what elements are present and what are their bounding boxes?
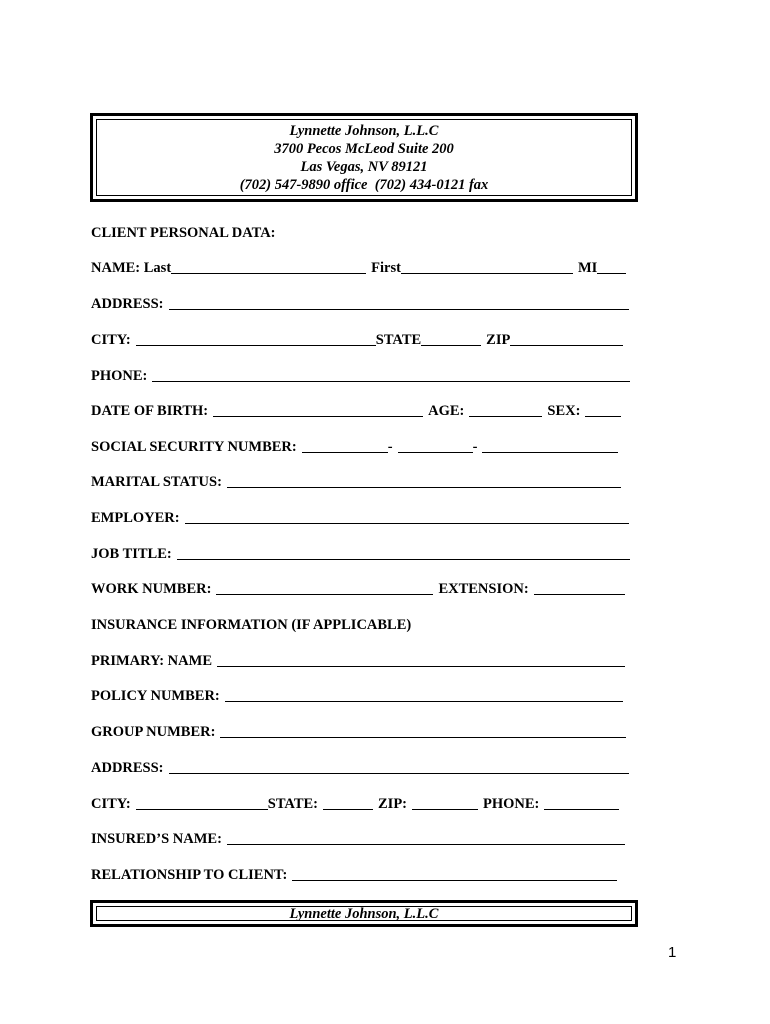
zip-field[interactable] [510, 332, 623, 346]
address-field[interactable] [169, 296, 629, 310]
age-field[interactable] [469, 403, 542, 417]
zip-label: ZIP [486, 332, 511, 348]
insured-name-row [91, 826, 636, 848]
insurance-title: INSURANCE INFORMATION (IF APPLICABLE) [91, 617, 412, 633]
insurance-phone-field[interactable] [544, 796, 619, 810]
ssn-dash-1: - [387, 439, 393, 455]
date-of-birth-field[interactable] [213, 403, 423, 417]
name-row [91, 255, 636, 277]
city-field[interactable] [136, 332, 376, 346]
dob-age-sex-row [91, 398, 636, 420]
state-label: STATE [375, 332, 422, 348]
insurance-phone-label: PHONE: [483, 796, 540, 812]
work-number-field[interactable] [216, 581, 433, 595]
section-title: CLIENT PERSONAL DATA: [91, 225, 276, 241]
middle-initial-field[interactable] [597, 260, 626, 274]
marital-status-field[interactable] [227, 474, 621, 488]
job-title-field[interactable] [177, 546, 630, 560]
insurance-zip-label: ZIP: [378, 796, 407, 812]
insurance-city-row [91, 791, 636, 813]
date-of-birth-label: DATE OF BIRTH: [91, 403, 209, 419]
insurance-city-field[interactable] [136, 796, 268, 810]
age-label: AGE: [428, 403, 465, 419]
insurance-city-label: CITY: [91, 796, 131, 812]
extension-field[interactable] [534, 581, 625, 595]
firm-street-address: 3700 Pecos McLeod Suite 200 [274, 141, 454, 157]
middle-initial-label: MI [577, 260, 598, 276]
insurance-address-label: ADDRESS: [91, 760, 164, 776]
firm-city-state-zip: Las Vegas, NV 89121 [300, 159, 428, 175]
relationship-field[interactable] [292, 867, 617, 881]
ssn-part3-field[interactable] [482, 439, 618, 453]
letterhead-inner-border [96, 119, 632, 196]
marital-status-row [91, 469, 636, 491]
marital-status-label: MARITAL STATUS: [91, 474, 222, 490]
last-name-field[interactable] [171, 260, 366, 274]
page-number: 1 [668, 944, 677, 961]
primary-name-row [91, 648, 636, 670]
insurance-address-row [91, 755, 636, 777]
letterhead-box [90, 113, 638, 202]
first-name-label: First [371, 260, 401, 276]
employer-field[interactable] [185, 510, 629, 524]
group-number-row [91, 719, 636, 741]
ssn-label: SOCIAL SECURITY NUMBER: [91, 439, 297, 455]
insurance-address-field[interactable] [169, 760, 629, 774]
address-row [91, 291, 636, 313]
employer-label: EMPLOYER: [91, 510, 180, 526]
insurance-state-label: STATE: [267, 796, 318, 812]
client-personal-data-heading [91, 220, 636, 242]
sex-label: SEX: [547, 403, 581, 419]
footer-box [90, 900, 638, 927]
policy-number-label: POLICY NUMBER: [91, 688, 220, 704]
ssn-row [91, 434, 636, 456]
policy-number-field[interactable] [225, 688, 623, 702]
city-label: CITY: [91, 332, 131, 348]
primary-name-label: PRIMARY: NAME [91, 653, 212, 669]
insurance-heading [91, 612, 636, 634]
relationship-label: RELATIONSHIP TO CLIENT: [91, 867, 288, 883]
relationship-row [91, 862, 636, 884]
footer-text: Lynnette Johnson, L.L.C [96, 906, 632, 921]
insurance-state-field[interactable] [323, 796, 373, 810]
sex-field[interactable] [585, 403, 621, 417]
group-number-label: GROUP NUMBER: [91, 724, 216, 740]
city-state-zip-row [91, 327, 636, 349]
last-name-label: NAME: Last [91, 260, 172, 276]
ssn-dash-2: - [472, 439, 478, 455]
insured-name-label: INSURED’S NAME: [91, 831, 222, 847]
first-name-field[interactable] [401, 260, 573, 274]
job-title-label: JOB TITLE: [91, 546, 172, 562]
phone-field[interactable] [152, 368, 630, 382]
phone-label: PHONE: [91, 368, 148, 384]
group-number-field[interactable] [220, 724, 626, 738]
policy-number-row [91, 683, 636, 705]
work-number-row [91, 576, 636, 598]
insurance-zip-field[interactable] [412, 796, 478, 810]
address-label: ADDRESS: [91, 296, 164, 312]
work-number-label: WORK NUMBER: [91, 581, 212, 597]
state-field[interactable] [421, 332, 481, 346]
extension-label: EXTENSION: [438, 581, 529, 597]
ssn-part1-field[interactable] [302, 439, 388, 453]
insured-name-field[interactable] [227, 831, 625, 845]
primary-name-field[interactable] [217, 653, 625, 667]
firm-name: Lynnette Johnson, L.L.C [289, 123, 439, 139]
firm-phone-fax: (702) 547-9890 office (702) 434-0121 fax [239, 177, 489, 193]
job-title-row [91, 541, 636, 563]
ssn-part2-field[interactable] [398, 439, 473, 453]
employer-row [91, 505, 636, 527]
phone-row [91, 363, 636, 385]
